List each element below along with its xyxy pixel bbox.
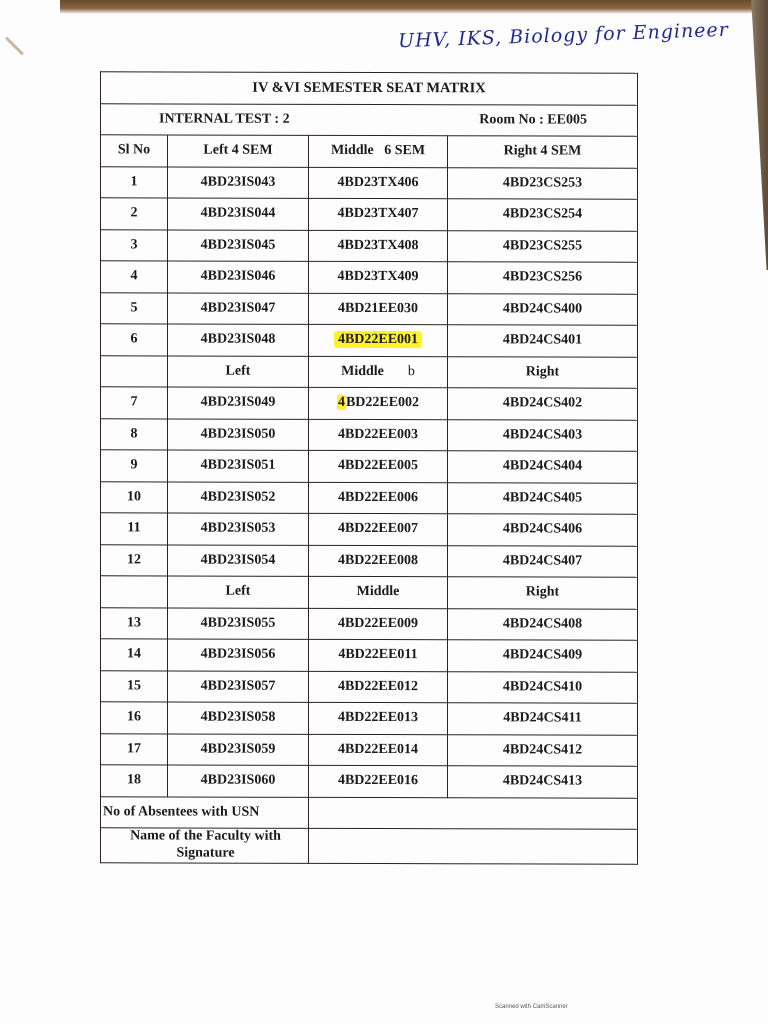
table-row: [101, 639, 638, 672]
sl-no: 8: [101, 418, 168, 450]
scanner-watermark: Scanned with CamScanner: [495, 1004, 568, 1010]
sl-no: 10: [101, 481, 168, 513]
handwritten-note: UHV, IKS, Biology for Engineer: [397, 18, 730, 53]
left-usn: 4BD23IS049: [168, 387, 309, 419]
middle-usn: 4BD22EE008: [309, 545, 448, 577]
table-row: [101, 261, 638, 294]
middle-usn: 4BD22EE016: [309, 765, 448, 797]
table-row: [101, 733, 638, 766]
left-usn: 4BD23IS045: [168, 229, 309, 261]
section-sl-blank: [101, 576, 168, 608]
sl-no: 11: [101, 513, 168, 545]
left-usn: 4BD23IS059: [168, 733, 309, 765]
right-usn: 4BD23CS253: [448, 167, 638, 199]
middle-usn: 4BD22EE012: [309, 671, 448, 703]
middle-usn: 4BD23TX407: [309, 198, 448, 230]
middle-usn: 4BD23TX409: [309, 261, 448, 293]
sl-no: 13: [101, 607, 168, 639]
left-usn: 4BD23IS056: [168, 639, 309, 671]
sl-no: 7: [101, 387, 168, 419]
right-usn: 4BD24CS408: [448, 608, 638, 640]
right-usn: 4BD24CS413: [448, 766, 638, 798]
right-usn: 4BD24CS411: [448, 703, 638, 735]
table-row: [101, 513, 638, 546]
right-usn: 4BD24CS403: [448, 419, 638, 451]
middle-usn: 4BD22EE006: [309, 482, 448, 514]
desk-background-right: [740, 0, 768, 270]
right-usn: 4BD24CS401: [448, 325, 638, 357]
table-row: [101, 387, 638, 420]
sl-no: 5: [101, 292, 168, 324]
highlighted-char: 4: [337, 395, 345, 411]
left-usn: 4BD23IS054: [168, 544, 309, 576]
table-row: [101, 765, 638, 798]
left-usn: 4BD23IS060: [168, 765, 309, 797]
left-usn: 4BD23IS051: [168, 450, 309, 482]
table-row: [101, 670, 638, 703]
middle-usn-cell: [309, 387, 448, 419]
absentees-field[interactable]: [309, 797, 638, 829]
sl-no: 6: [101, 324, 168, 356]
middle-usn: 4BD22EE011: [309, 639, 448, 671]
sl-no: 4: [101, 261, 168, 293]
right-usn: 4BD24CS406: [448, 514, 638, 546]
left-usn: 4BD23IS053: [168, 513, 309, 545]
table-row: [101, 544, 638, 577]
sl-no: 2: [101, 198, 168, 230]
table-row: [101, 324, 638, 357]
sl-no: 15: [101, 670, 168, 702]
section-left: Left: [168, 576, 309, 608]
section-middle: Middle: [341, 363, 384, 379]
table-row: [101, 418, 638, 451]
table-row: [101, 229, 638, 262]
left-usn: 4BD23IS048: [168, 324, 309, 356]
right-usn: 4BD24CS400: [448, 293, 638, 325]
table-row: [101, 198, 638, 231]
right-usn: 4BD24CS412: [448, 734, 638, 766]
desk-background-top: [60, 0, 768, 14]
test-info-row: [101, 103, 638, 136]
sl-no: 3: [101, 229, 168, 261]
left-usn: 4BD23IS044: [168, 198, 309, 230]
left-usn: 4BD23IS058: [168, 702, 309, 734]
table-row: [101, 702, 638, 735]
left-usn: 4BD23IS046: [168, 261, 309, 293]
header-sl-no: Sl No: [101, 135, 168, 167]
right-usn: 4BD24CS402: [448, 388, 638, 420]
title-row: [101, 72, 638, 105]
middle-usn: 4BD22EE005: [309, 450, 448, 482]
table-row: [101, 292, 638, 325]
faculty-row: [101, 828, 638, 864]
sl-no: 9: [101, 450, 168, 482]
pin-icon: [5, 36, 24, 55]
left-usn: 4BD23IS050: [168, 418, 309, 450]
right-usn: 4BD24CS409: [448, 640, 638, 672]
faculty-label: Name of the Faculty with Signature: [101, 828, 309, 863]
section-left: Left: [168, 355, 309, 387]
right-usn: 4BD23CS256: [448, 262, 638, 294]
sl-no: 16: [101, 702, 168, 734]
middle-usn-cell: [309, 324, 448, 356]
section-sl-blank: [101, 355, 168, 387]
document-title: IV &VI SEMESTER SEAT MATRIX: [101, 72, 638, 105]
header-middle: Middle 6 SEM: [309, 135, 448, 167]
sl-no: 12: [101, 544, 168, 576]
right-usn: 4BD24CS405: [448, 482, 638, 514]
middle-usn: 4BD22EE014: [309, 734, 448, 766]
header-left: Left 4 SEM: [168, 135, 309, 167]
right-usn: 4BD24CS410: [448, 671, 638, 703]
left-usn: 4BD23IS043: [168, 166, 309, 198]
section-right: Right: [448, 356, 638, 388]
seat-matrix-table: [100, 71, 638, 864]
sl-no: 17: [101, 733, 168, 765]
highlighted-usn: 4BD22EE001: [334, 331, 422, 348]
section-middle-cell: [309, 356, 448, 388]
left-usn: 4BD23IS057: [168, 670, 309, 702]
table-row: [101, 450, 638, 483]
seat-matrix-sheet: [100, 71, 638, 864]
middle-usn: 4BD22EE007: [309, 513, 448, 545]
room-number-label: Room No : EE005: [479, 112, 587, 128]
middle-usn: 4BD23TX408: [309, 230, 448, 262]
internal-test-label: INTERNAL TEST : 2: [159, 111, 290, 127]
middle-usn: 4BD22EE009: [309, 608, 448, 640]
column-header-row: [101, 135, 638, 168]
section-middle: Middle: [309, 576, 448, 608]
middle-usn: 4BD22EE013: [309, 702, 448, 734]
section-header-row: [101, 355, 638, 388]
sl-no: 18: [101, 765, 168, 797]
middle-usn-rest: BD22EE002: [345, 395, 420, 411]
handwritten-mark: b: [407, 363, 415, 379]
header-right: Right 4 SEM: [448, 136, 638, 168]
middle-usn: 4BD22EE003: [309, 419, 448, 451]
right-usn: 4BD23CS255: [448, 230, 638, 262]
sl-no: 1: [101, 166, 168, 198]
sl-no: 14: [101, 639, 168, 671]
section-right: Right: [448, 577, 638, 609]
faculty-signature-field[interactable]: [309, 828, 638, 863]
right-usn: 4BD24CS407: [448, 545, 638, 577]
absentees-label: No of Absentees with USN: [101, 796, 309, 828]
table-row: [101, 481, 638, 514]
table-row: [101, 607, 638, 640]
right-usn: 4BD24CS404: [448, 451, 638, 483]
left-usn: 4BD23IS052: [168, 481, 309, 513]
left-usn: 4BD23IS055: [168, 607, 309, 639]
table-row: [101, 166, 638, 199]
middle-usn: 4BD21EE030: [309, 293, 448, 325]
section-header-row: [101, 576, 638, 609]
absentees-row: [101, 796, 638, 829]
right-usn: 4BD23CS254: [448, 199, 638, 231]
left-usn: 4BD23IS047: [168, 292, 309, 324]
middle-usn: 4BD23TX406: [309, 167, 448, 199]
